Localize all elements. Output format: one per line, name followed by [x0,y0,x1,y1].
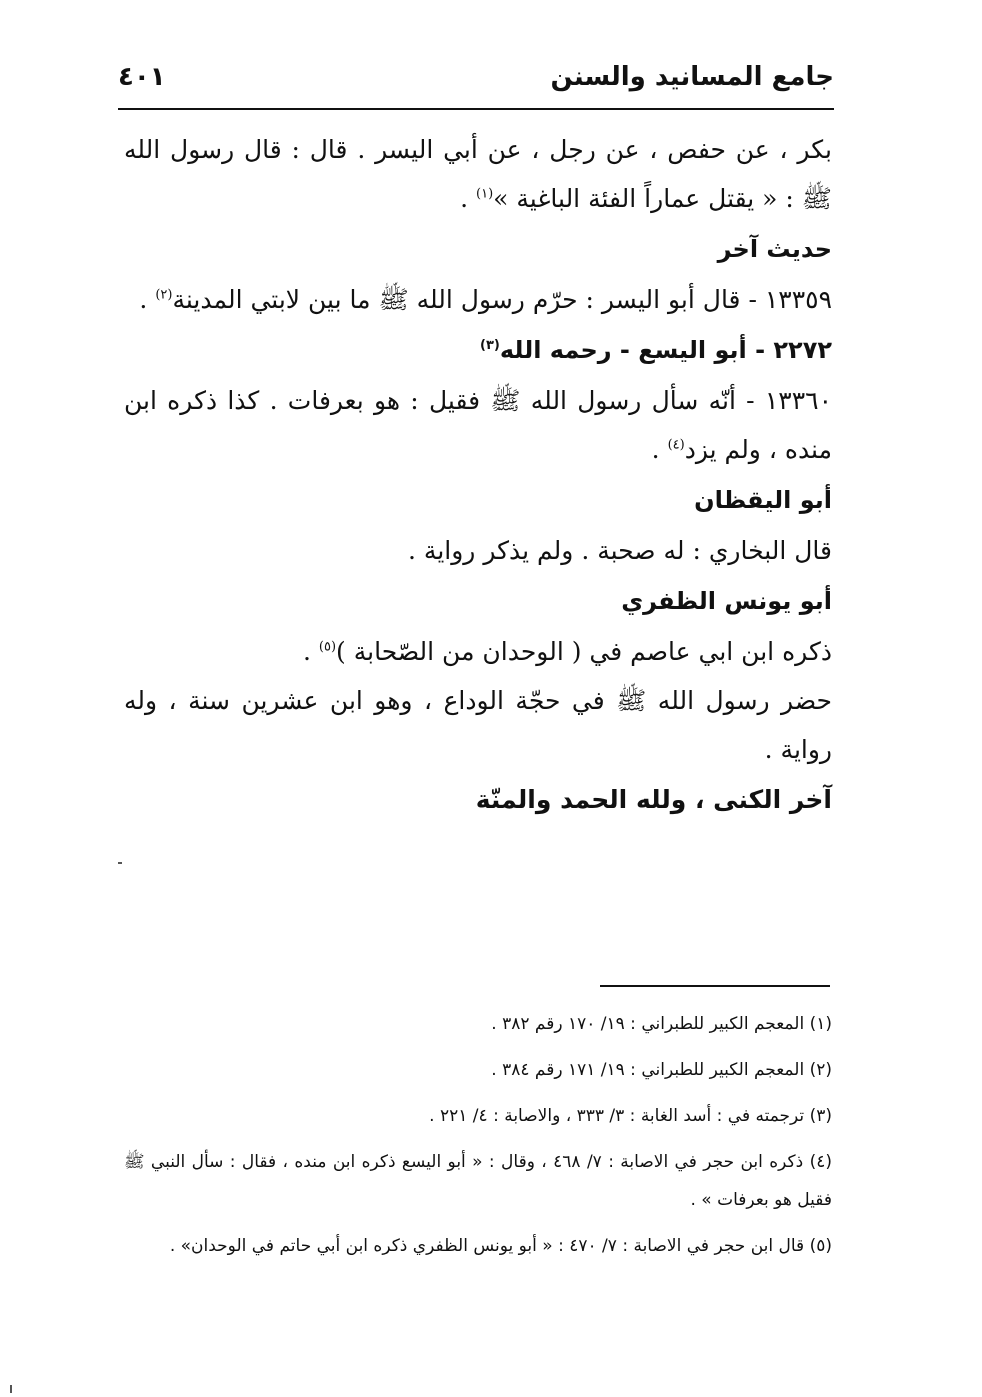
scan-mark [118,862,122,864]
paragraph-1-quote: « يقتل عماراً الفئة الباغية » [493,184,778,213]
closing-line: آخر الكنى ، ولله الحمد والمنّة [475,785,832,814]
paragraph-4: قال البخاري : له صحبة . ولم يذكر رواية . [408,536,832,565]
paragraph-3-end: . [651,435,668,464]
entry-heading: أبو يونس الظفري [621,587,832,615]
footnote-number: (٤) [809,1152,832,1172]
footnote-text: المعجم الكبير للطبراني : ١٩/ ١٧٠ رقم ٣٨٢ . [491,1014,805,1034]
footnote-1 [124,1005,832,1043]
scan-mark [10,1385,12,1393]
footnote-number: (٣) [809,1106,832,1126]
footnote-3 [124,1097,832,1135]
paragraph-2 [124,275,832,324]
paragraph-1-end: . [460,184,476,213]
paragraph-2-end: . [139,285,156,314]
paragraph-5 [124,627,832,676]
footnote-2 [124,1051,832,1089]
footnote-separator [600,985,830,987]
footnote-number: (٢) [809,1060,832,1080]
main-text [124,125,832,826]
entry-heading: أبو اليقظان [694,486,832,514]
paragraph-3 [124,376,832,474]
paragraph-1-text: بكر ، عن حفص ، عن رجل ، عن أبي اليسر . قال : قال رسول الله ﷺ : [124,135,832,213]
footnote-ref-2[interactable]: (٢) [155,287,173,303]
header-title: جامع المسانيد والسنن [550,62,834,92]
footnote-text: ترجمته في : أسد الغابة : ٣/ ٣٣٣ ، والاصابة : ٤/ ٢٢١ . [429,1106,805,1126]
footnote-number: (١) [809,1014,832,1034]
footnote-number: (٥) [809,1236,832,1256]
entry-heading [124,324,832,376]
footnote-text: ذكره ابن حجر في الاصابة : ٧/ ٤٦٨ ، وقال : « أبو اليسع ذكره ابن منده ، فقال : سأل النبي ﷺ فقيل هو بعرفات » . [124,1152,832,1210]
section-heading: حديث آخر [717,235,832,263]
paragraph-6: حضر رسول الله ﷺ في حجّة الوداع ، وهو ابن عشرين سنة ، وله رواية . [124,686,832,764]
footnote-ref-5[interactable]: (٥) [318,639,337,655]
footnotes [124,1005,832,1273]
footnote-text: قال ابن حجر في الاصابة : ٧/ ٤٧٠ : « أبو يونس الظفري ذكره ابن أبي حاتم في الوحدان» . [169,1236,805,1256]
footnote-5 [124,1227,832,1265]
footnote-ref-3[interactable]: (٣) [480,338,500,353]
header-rule [118,108,834,110]
footnote-text: المعجم الكبير للطبراني : ١٩/ ١٧١ رقم ٣٨٤ . [491,1060,805,1080]
hadith-number: ١٣٣٦٠ [764,386,832,415]
paragraph-5-end: . [302,637,319,666]
footnote-ref-4[interactable]: (٤) [667,437,685,453]
entry-heading-text: ٢٢٧٢ - أبو اليسع - رحمه الله [499,336,832,364]
paragraph-2-text: - قال أبو اليسر : حرّم رسول الله ﷺ ما بين لابتي المدينة [172,285,765,314]
paragraph-5-text: ذكره ابن ابي عاصم في ( الوحدان من الصّحابة ) [336,637,832,666]
hadith-number: ١٣٣٥٩ [764,285,832,314]
paragraph-3-text: - أنّه سأل رسول الله ﷺ فقيل : هو بعرفات . كذا ذكره ابن منده ، ولم يزد [124,386,832,464]
footnote-4 [124,1143,832,1219]
footnote-ref-1[interactable]: (١) [476,186,494,202]
running-header [118,60,834,104]
page-number: ٤٠١ [118,62,166,92]
paragraph-1 [124,125,832,223]
